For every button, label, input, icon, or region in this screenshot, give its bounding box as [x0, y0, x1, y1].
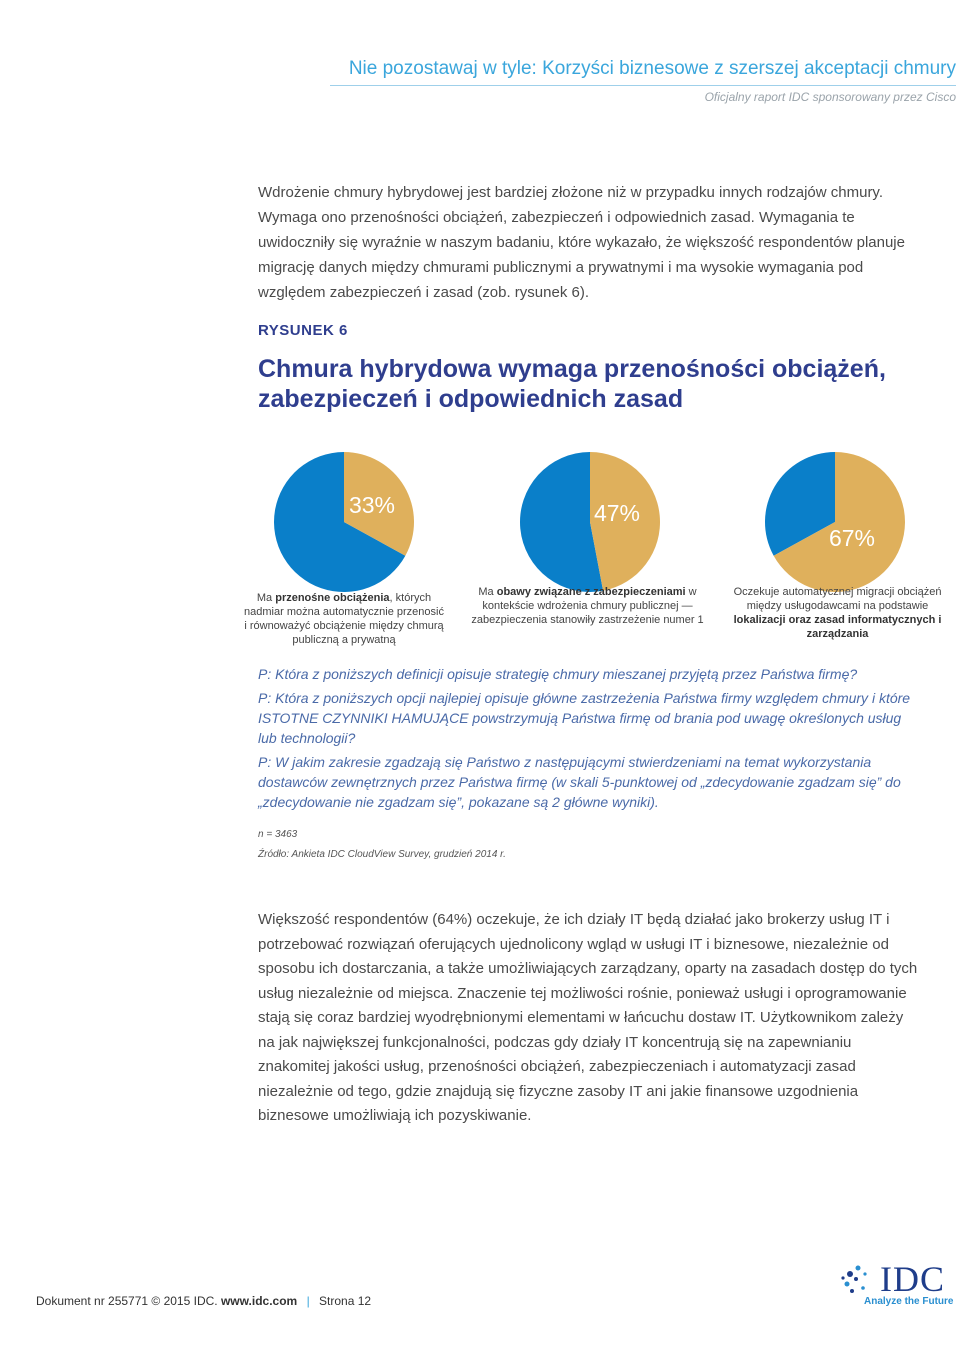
figure-label: RYSUNEK 6 — [258, 322, 348, 339]
pie-3-caption-bold: lokalizacji oraz zasad informatycznych i zarządzania — [733, 614, 942, 640]
pie-2-label: 47% — [593, 500, 641, 526]
question-1: P: Która z poniższych definicji opisuje strategię chmury mieszanej przyjętą przez Państwa firmę? — [258, 666, 858, 682]
figure-title-line2: zabezpieczeń i odpowiednich zasad — [258, 385, 684, 413]
pie-3-caption — [720, 585, 955, 641]
footer-page: Strona 12 — [319, 1294, 372, 1308]
logo-name: IDC — [880, 1259, 945, 1299]
survey-questions — [258, 664, 918, 816]
figure-title — [258, 354, 918, 414]
header-subtitle: Oficjalny raport IDC sponsorowany przez Cisco — [704, 90, 956, 104]
pie-2-caption-bold: obawy związane z zabezpieczeniami — [496, 586, 686, 598]
intro-paragraph: Wdrożenie chmury hybrydowej jest bardziej złożone niż w przypadku innych rodzajów chmury. Wymaga ono przenośności obciążeń, zabezpieczeń i odpowiednich zasad. Wymagania te uwidoczniły się wyraźnie w naszym badaniu, które wykazało, że większość respondentów planuje migrację danych między chmurami publicznymi a prywatnymi i ma wysokie wymagania pod względem zabezpieczeń i zasad (zob. rysunek 6). — [258, 184, 905, 301]
figure-title-line1: Chmura hybrydowa wymaga przenośności obciążeń, — [258, 355, 886, 383]
pie-1-label: 33% — [348, 492, 396, 518]
pie-2-caption — [470, 585, 705, 627]
footer-separator: | — [306, 1294, 310, 1308]
question-3: P: W jakim zakresie zgadzają się Państwo z następującymi stwierdzeniami na temat wykorzystania dostawców zewnętrznych przez Państwa firmę (w skali 5-punktowej od „zdecydowanie zgadzam się” do „zdecydowanie nie zgadzam się”, pokazane są 2 główne wyniki). — [258, 754, 901, 810]
pie-3-caption-pre: Oczekuje automatycznej migracji obciążeń między usługodawcami na podstawie — [733, 586, 942, 612]
pie-chart-2 — [519, 451, 661, 593]
sample-size: n = 3463 — [258, 829, 298, 840]
body-paragraph: Większość respondentów (64%) oczekuje, że ich działy IT będą działać jako brokerzy usług IT i potrzebować rozwiązań oferujących ujednolicony wgląd w usługi IT i biznesowe, niezależnie od sposobu ich dostarczania, a także umożliwiających zarządzany, oparty na zasadach dostęp do tych usług niezależnie od miejsca. Znaczenie tej możliwości rośnie, ponieważ usługi i oprogramowanie stają się coraz bardziej wyodrębnionymi elementami w łańcuchu dostaw IT. Użytkownikom zależy na jak największej funkcjonalności, podczas gdy działy IT koncentrują się na zapewnianiu znakomitej jakości usług, przenośności obciążeń, zabezpieczeniach i automatyzacji zasad niezależnie od tego, gdzie znajdują się fizyczne zasoby IT ani jakie finansowe uzgodnienia biznesowe umożliwiają ich pozyskiwanie. — [258, 911, 918, 1124]
intro-text — [258, 180, 918, 305]
pie-3-label: 67% — [828, 525, 876, 551]
pie-1-caption-bold: przenośne obciążenia — [275, 592, 390, 604]
body-text — [258, 908, 918, 1129]
pie-chart-3 — [764, 451, 906, 593]
pie-2-caption-pre: Ma — [478, 586, 497, 598]
pie-1-caption-post: , których nadmiar można automatycznie przenosić i równoważyć obciążenie między chmurą publiczną a prywatną — [244, 592, 444, 646]
pie-1-caption — [244, 591, 444, 647]
footer-doc: Dokument nr 255771 © 2015 IDC. — [36, 1294, 218, 1308]
pie-2-caption-post: w kontekście wdrożenia chmury publicznej — zabezpieczenia stanowiły zastrzeżenie numer 1 — [471, 586, 704, 626]
question-2: P: Która z poniższych opcji najlepiej opisuje główne zastrzeżenia Państwa firmy względem chmury i które ISTOTNE CZYNNIKI HAMUJĄCE powstrzymują Państwa firmę od brania pod uwagę określonych usług lub technologii? — [258, 690, 911, 746]
pie-chart-1 — [273, 451, 415, 593]
header-title: Nie pozostawaj w tyle: Korzyści biznesowe z szerszej akceptacji chmury — [348, 58, 956, 79]
header-rule — [330, 85, 956, 86]
logo-tagline: Analyze the Future — [864, 1296, 954, 1307]
pie-1-caption-pre: Ma — [256, 592, 276, 604]
source-note: Źródło: Ankieta IDC CloudView Survey, grudzień 2014 r. — [258, 849, 506, 860]
footer-url[interactable]: www.idc.com — [220, 1294, 298, 1308]
footer — [36, 1294, 371, 1308]
